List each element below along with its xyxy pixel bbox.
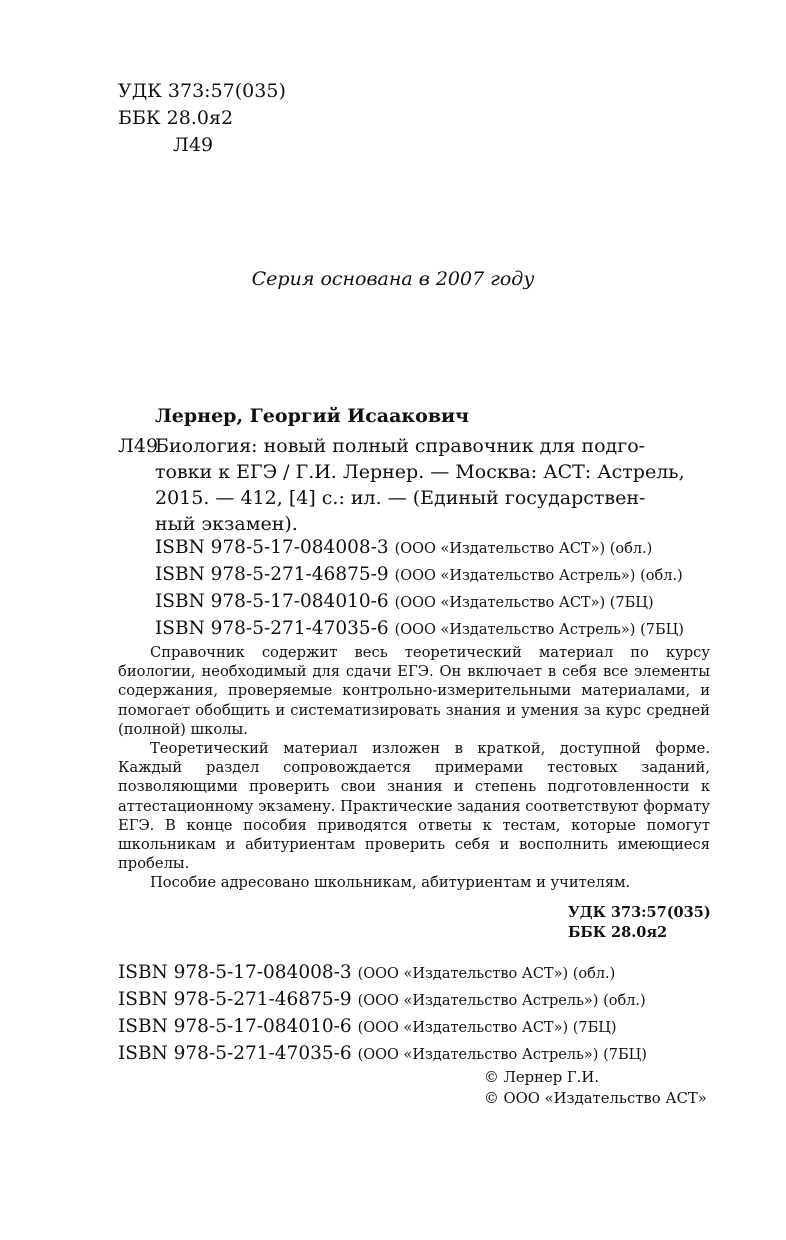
isbn-row [118, 987, 647, 1014]
isbn-publisher: (ООО «Издательство Астрель») (обл.) [357, 993, 646, 1009]
isbn-row [155, 616, 684, 643]
catalog-line: Биология: новый полный справочник для подго- [155, 435, 646, 457]
isbn-number: ISBN 978-5-17-084010-6 [155, 591, 389, 612]
catalog-line: ный экзамен). [155, 513, 298, 535]
isbn-number: ISBN 978-5-17-084010-6 [118, 1016, 352, 1037]
isbn-publisher: (ООО «Издательство АСТ») (7БЦ) [394, 595, 654, 611]
classification-footer [568, 903, 711, 943]
isbn-list-bottom [118, 960, 647, 1068]
catalog-author: Лернер, Георгий Исаакович [155, 405, 470, 427]
classification-header [118, 78, 286, 159]
isbn-number: ISBN 978-5-271-46875-9 [155, 564, 389, 585]
isbn-number: ISBN 978-5-17-084008-3 [155, 537, 389, 558]
isbn-publisher: (ООО «Издательство АСТ») (обл.) [357, 966, 616, 982]
series-note: Серия основана в 2007 году [251, 268, 535, 290]
isbn-row [118, 960, 647, 987]
abstract-paragraph: Справочник содержит весь теоретический материал по курсу биологии, необходимый для сдачи ЕГЭ. Он включает в себя все элементы содержания, проверяемые контрольно-измерительными материалами, и помогает обобщить и систематизировать знания и умения за курс средней (полной) школы. [118, 644, 710, 738]
copyright-block [484, 1067, 707, 1109]
abstract-paragraph: Пособие адресовано школьникам, абитуриентам и учителям. [150, 874, 631, 892]
isbn-row [155, 562, 684, 589]
bbk-code: ББК 28.0я2 [568, 924, 668, 941]
isbn-publisher: (ООО «Издательство Астрель») (обл.) [394, 568, 683, 584]
copyright-publisher: © ООО «Издательство АСТ» [484, 1090, 707, 1107]
isbn-publisher: (ООО «Издательство АСТ») (7БЦ) [357, 1020, 617, 1036]
isbn-list-top [155, 535, 684, 643]
catalog-line: 2015. — 412, [4] с.: ил. — (Единый государствен- [155, 487, 646, 509]
copyright-author: © Лернер Г.И. [484, 1069, 599, 1086]
isbn-row [155, 589, 684, 616]
bbk-code: ББК 28.0я2 [118, 107, 234, 129]
abstract-paragraph: Теоретический материал изложен в краткой, доступной форме. Каждый раздел сопровождается примерами тестовых заданий, позволяющими проверить свои знания и степень подготовленности к аттестационному экзамену. Практические задания соответствуют формату ЕГЭ. В конце пособия приводятся ответы к тестам, которые помогут школьникам и абитуриентам проверить себя и восполнить имеющиеся пробелы. [118, 740, 710, 873]
catalog-line: товки к ЕГЭ / Г.И. Лернер. — Москва: АСТ: Астрель, [155, 461, 685, 483]
isbn-number: ISBN 978-5-271-47035-6 [155, 618, 389, 639]
udk-code: УДК 373:57(035) [568, 904, 711, 921]
isbn-row [118, 1014, 647, 1041]
isbn-publisher: (ООО «Издательство Астрель») (7БЦ) [394, 622, 684, 638]
abstract [118, 643, 710, 893]
author-mark: Л49 [173, 134, 214, 156]
isbn-row [118, 1041, 647, 1068]
udk-code: УДК 373:57(035) [118, 80, 286, 102]
catalog-entry [155, 433, 723, 537]
catalog-code: Л49 [118, 435, 159, 457]
isbn-publisher: (ООО «Издательство АСТ») (обл.) [394, 541, 653, 557]
isbn-number: ISBN 978-5-271-47035-6 [118, 1043, 352, 1064]
isbn-number: ISBN 978-5-17-084008-3 [118, 962, 352, 983]
isbn-row [155, 535, 684, 562]
catalog-card [118, 433, 723, 537]
isbn-publisher: (ООО «Издательство Астрель») (7БЦ) [357, 1047, 647, 1063]
isbn-number: ISBN 978-5-271-46875-9 [118, 989, 352, 1010]
